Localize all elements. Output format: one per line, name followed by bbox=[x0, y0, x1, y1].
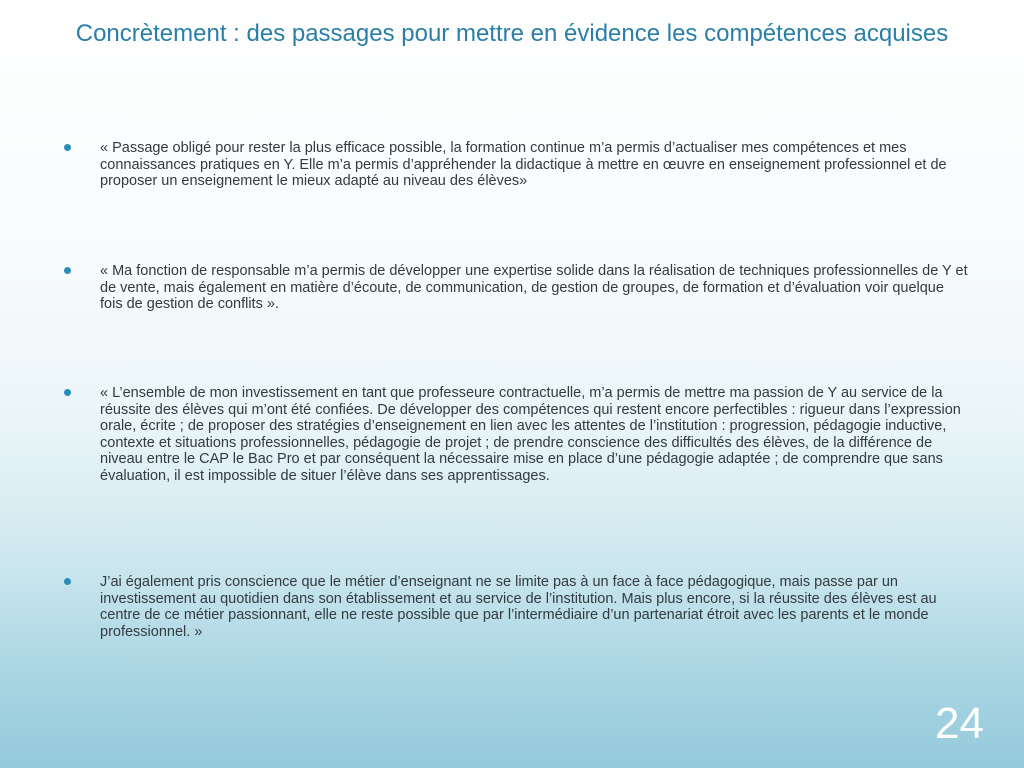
bullet-dot-icon bbox=[64, 578, 71, 585]
bullet-dot-icon bbox=[64, 267, 71, 274]
bullet-item bbox=[100, 574, 968, 640]
bullet-text: « Ma fonction de responsable m’a permis de développer une expertise solide dans la réalisation de techniques professionnelles de Y et de vente, mais également en matière d’écoute, de communication, de gestion de groupes, de formation et d’évaluation voir quelque fois de gestion de conflits ». bbox=[100, 263, 968, 312]
bullet-item bbox=[100, 140, 968, 190]
bullet-item bbox=[100, 263, 968, 313]
bullet-text: J’ai également pris conscience que le métier d’enseignant ne se limite pas à un face à face pédagogique, mais passe par un investissement au quotidien dans son établissement et au service de l’institution. Mais plus encore, si la réussite des élèves est au centre de ce métier passionnant, elle ne reste possible que par l’intermédiaire d’un partenariat étroit avec les parents et le monde professionnel. » bbox=[100, 574, 937, 640]
bullet-dot-icon bbox=[64, 389, 71, 396]
bullet-dot-icon bbox=[64, 144, 71, 151]
bullet-text: « Passage obligé pour rester la plus efficace possible, la formation continue m’a permis d’actualiser mes compétences et mes connaissances pratiques en Y. Elle m’a permis d’appréhender la didactique à mettre en œuvre en enseignement professionnel et de proposer un enseignement le mieux adapté au niveau des élèves» bbox=[100, 140, 947, 189]
slide-title: Concrètement : des passages pour mettre en évidence les compétences acquises bbox=[75, 20, 949, 47]
page-number: 24 bbox=[935, 699, 984, 748]
bullet-text: « L’ensemble de mon investissement en tant que professeure contractuelle, m’a permis de mettre ma passion de Y au service de la réussite des élèves qui m’ont été confiées. De développer des compétences qui restent encore perfectibles : rigueur dans l’expression orale, écrite ; de proposer des stratégies d’enseignement en lien avec les attentes de l’institution : progression, pédagogie inductive, contexte et situations professionnelles, pédagogie de projet ; de prendre conscience des difficultés des élèves, de la différence de niveau entre le CAP le Bac Pro et par conséquent la nécessaire mise en place d’une pédagogie adaptée ; de comprendre que sans évaluation, il est impossible de situer l’élève dans ses apprentissages. bbox=[100, 385, 961, 484]
bullet-item bbox=[100, 385, 968, 484]
